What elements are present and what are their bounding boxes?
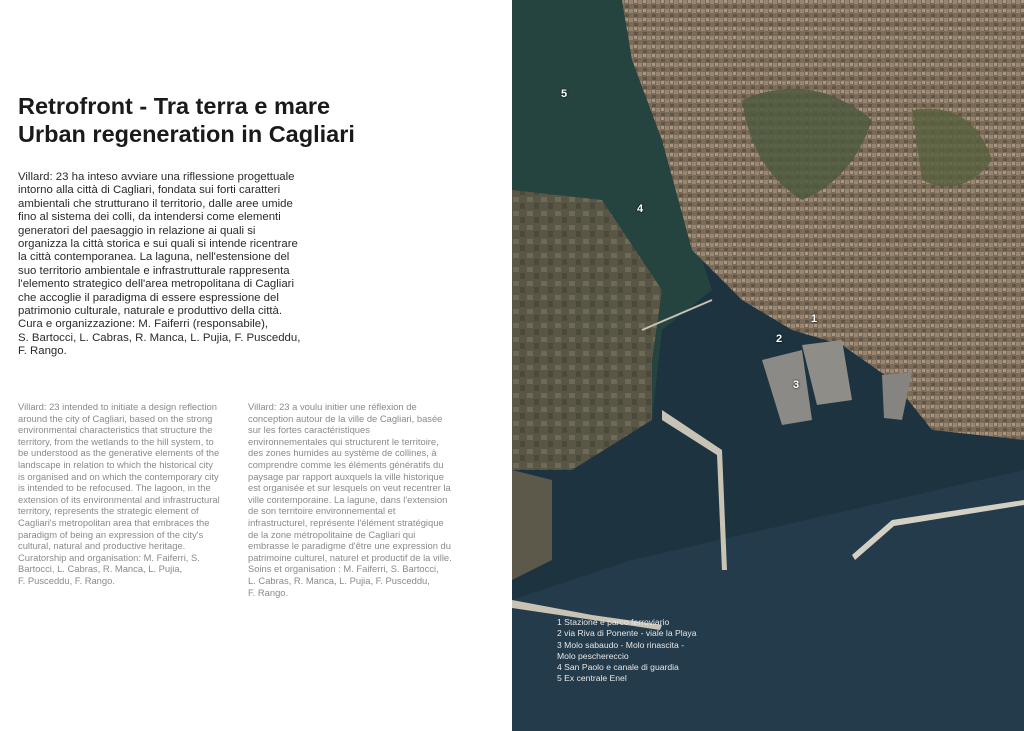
text-line: la città contemporanea. La laguna, nell'estensione del — [18, 251, 290, 264]
text-line: F. Rango. — [248, 586, 289, 598]
legend-item: 5 Ex centrale Enel — [557, 673, 627, 684]
text-line: paysage par rapport auxquels la ville historique — [248, 470, 444, 482]
text-line: est organisée et sur lesquels on veut recentrer la — [248, 482, 451, 494]
legend-item: Molo peschereccio — [557, 650, 629, 661]
text-line: F. Pusceddu, F. Rango. — [18, 574, 115, 586]
text-line: des zones humides au système de collines, à — [248, 447, 437, 459]
text-line: patrimonio culturale, naturale e produttivo della città. — [18, 305, 283, 318]
text-line: ville contemporaine. La lagune, dans l'extension — [248, 493, 448, 505]
map-marker-3: 3 — [793, 379, 800, 391]
text-line: around the city of Cagliari, based on the strong — [18, 412, 213, 424]
text-line: conception autour de la ville de Cagliari, basée — [248, 412, 443, 424]
text-line: L. Cabras, R. Manca, L. Pujia, F. Pusceddu, — [248, 574, 430, 586]
map-legend — [557, 617, 697, 685]
text-line: Soins et organisation : M. Faiferri, S. Bartocci, — [248, 563, 439, 575]
text-line: territory, from the wetlands to the hill system, to — [18, 435, 214, 447]
text-line: de son territoire environnemental et — [248, 505, 396, 517]
text-line: paradigm of being an expression of the city's — [18, 528, 204, 540]
map-marker-5: 5 — [561, 88, 568, 100]
legend-item: 2 via Riva di Ponente - viale la Playa — [557, 628, 697, 639]
text-line: S. Bartocci, L. Cabras, R. Manca, L. Pujia, F. Pusceddu, — [18, 331, 301, 344]
text-line: extension of its environmental and infrastructural — [18, 493, 220, 505]
text-line: l'elemento strategico dell'area metropolitana di Cagliari — [18, 278, 294, 291]
text-line: environnementales qui structurent le territoire, — [248, 435, 439, 447]
text-line: Cagliari's metropolitan area that embraces the — [18, 516, 210, 528]
text-line: be understood as the generative elements of the — [18, 447, 220, 459]
italian-paragraph — [18, 171, 318, 359]
map-marker-4: 4 — [637, 203, 644, 215]
text-line: che accoglie il paradigma di essere espressione del — [18, 291, 279, 304]
text-line: territory, represents the strategic element of — [18, 505, 199, 517]
map-marker-2: 2 — [776, 333, 783, 345]
legend-item: 4 San Paolo e canale di guardia — [557, 662, 679, 673]
french-paragraph — [248, 401, 478, 598]
text-line: comprendre comme les éléments génératifs du — [248, 458, 444, 470]
text-line: is organised and on which the contemporary city — [18, 470, 219, 482]
text-line: infrastructurel, représente l'élément stratégique — [248, 516, 444, 528]
text-line: patrimoine culturel, naturel et productif de la ville. — [248, 551, 452, 563]
text-line: ambientali che strutturano il territorio, dalle aree umide — [18, 197, 293, 210]
text-line: is intended to be refocused. The lagoon, in the — [18, 482, 211, 494]
text-line: environmental characteristics that structure the — [18, 424, 213, 436]
text-line: landscape in relation to which the historical city — [18, 458, 213, 470]
text-line: cultural, natural and productive heritage. — [18, 540, 186, 552]
text-line: embrasse le paradigme d'être une expression du — [248, 540, 451, 552]
map-marker-1: 1 — [811, 313, 818, 325]
text-line: Villard: 23 a voulu initier une réflexion de — [248, 401, 417, 412]
text-line: intorno alla città di Cagliari, fondata sui forti caratteri — [18, 184, 281, 197]
text-line: organizza la città storica e sui quali si intende ricentrare — [18, 238, 298, 251]
text-line: sur les fortes caractéristiques — [248, 424, 370, 436]
title-line-2: Urban regeneration in Cagliari — [18, 121, 355, 147]
title-line-1: Retrofront - Tra terra e mare — [18, 93, 331, 119]
legend-item: 3 Molo sabaudo - Molo rinascita - — [557, 639, 685, 650]
text-line: Villard: 23 intended to initiate a design reflection — [18, 401, 217, 412]
page-title — [18, 92, 498, 148]
text-line: Cura e organizzazione: M. Faiferri (responsabile), — [18, 318, 269, 331]
legend-item: 1 Stazione e parco ferroviario — [557, 617, 670, 627]
text-line: F. Rango. — [18, 345, 67, 358]
text-line: de la zone métropolitaine de Cagliari qui — [248, 528, 416, 540]
english-paragraph — [18, 401, 233, 587]
text-line: Curatorship and organisation: M. Faiferri, S. — [18, 551, 200, 563]
text-line: suo territorio ambientale e infrastrutturale rappresenta — [18, 264, 290, 277]
text-line: Villard: 23 ha inteso avviare una riflessione progettuale — [18, 171, 295, 183]
text-line: fino al sistema dei colli, da intendersi come elementi — [18, 211, 281, 224]
text-line: Bartocci, L. Cabras, R. Manca, L. Pujia, — [18, 563, 183, 575]
text-line: generatori del paesaggio in relazione ai quali si — [18, 224, 256, 237]
